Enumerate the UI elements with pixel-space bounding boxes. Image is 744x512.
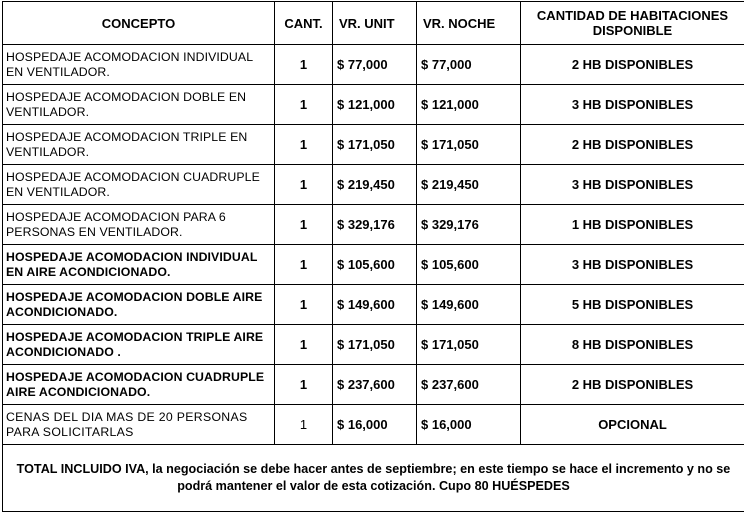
table-row	[3, 45, 744, 85]
cell-cant: 1	[275, 245, 333, 285]
table-row	[3, 205, 744, 245]
table-row	[3, 165, 744, 205]
cell-vr-noche: $ 219,450	[417, 165, 521, 205]
cell-cant: 1	[275, 365, 333, 405]
cell-vr-unit: $ 329,176	[333, 205, 417, 245]
cell-concepto: HOSPEDAJE ACOMODACION PARA 6 PERSONAS EN VENTILADOR.	[3, 205, 275, 245]
cell-disponible: 8 HB DISPONIBLES	[521, 325, 744, 365]
cell-concepto: HOSPEDAJE ACOMODACION DOBLE AIRE ACONDICIONADO.	[3, 285, 275, 325]
table-row	[3, 85, 744, 125]
cell-cant: 1	[275, 85, 333, 125]
cell-disponible: OPCIONAL	[521, 405, 744, 445]
cell-cant: 1	[275, 325, 333, 365]
cell-concepto: HOSPEDAJE ACOMODACION INDIVIDUAL EN VENTILADOR.	[3, 45, 275, 85]
cell-vr-unit: $ 171,050	[333, 125, 417, 165]
cell-concepto: HOSPEDAJE ACOMODACION TRIPLE EN VENTILADOR.	[3, 125, 275, 165]
cell-cant: 1	[275, 165, 333, 205]
cell-vr-unit: $ 105,600	[333, 245, 417, 285]
table-row	[3, 125, 744, 165]
cell-vr-unit: $ 149,600	[333, 285, 417, 325]
header-concepto: CONCEPTO	[3, 2, 275, 45]
cell-concepto: HOSPEDAJE ACOMODACION TRIPLE AIRE ACONDICIONADO .	[3, 325, 275, 365]
quotation-table	[2, 1, 744, 512]
header-vr-unit: VR. UNIT	[333, 2, 417, 45]
cell-vr-noche: $ 237,600	[417, 365, 521, 405]
cell-vr-noche: $ 77,000	[417, 45, 521, 85]
cell-cant: 1	[275, 405, 333, 445]
cell-cant: 1	[275, 205, 333, 245]
cell-vr-unit: $ 121,000	[333, 85, 417, 125]
cell-disponible: 3 HB DISPONIBLES	[521, 165, 744, 205]
cell-concepto: HOSPEDAJE ACOMODACION INDIVIDUAL EN AIRE ACONDICIONADO.	[3, 245, 275, 285]
cell-disponible: 2 HB DISPONIBLES	[521, 365, 744, 405]
cell-disponible: 2 HB DISPONIBLES	[521, 125, 744, 165]
table-row	[3, 285, 744, 325]
cell-disponible: 5 HB DISPONIBLES	[521, 285, 744, 325]
header-vr-noche: VR. NOCHE	[417, 2, 521, 45]
cell-concepto: HOSPEDAJE ACOMODACION CUADRUPLE EN VENTILADOR.	[3, 165, 275, 205]
cell-concepto: CENAS DEL DIA MAS DE 20 PERSONAS PARA SOLICITARLAS	[3, 405, 275, 445]
cell-vr-unit: $ 171,050	[333, 325, 417, 365]
cell-concepto: HOSPEDAJE ACOMODACION CUADRUPLE AIRE ACONDICIONADO.	[3, 365, 275, 405]
header-cant: CANT.	[275, 2, 333, 45]
total-row	[3, 445, 744, 512]
cell-disponible: 3 HB DISPONIBLES	[521, 85, 744, 125]
header-row	[3, 2, 744, 45]
cell-vr-unit: $ 237,600	[333, 365, 417, 405]
cell-disponible: 3 HB DISPONIBLES	[521, 245, 744, 285]
cell-vr-noche: $ 121,000	[417, 85, 521, 125]
cell-vr-noche: $ 329,176	[417, 205, 521, 245]
cell-vr-noche: $ 149,600	[417, 285, 521, 325]
cell-disponible: 1 HB DISPONIBLES	[521, 205, 744, 245]
header-disponible: CANTIDAD DE HABITACIONES DISPONIBLE	[521, 2, 744, 45]
cell-vr-noche: $ 105,600	[417, 245, 521, 285]
cell-vr-unit: $ 16,000	[333, 405, 417, 445]
total-note: TOTAL INCLUIDO IVA, la negociación se debe hacer antes de septiembre; en este tiempo se hace el incremento y no se podrá mantener el valor de esta cotización. Cupo 80 HUÉSPEDES	[3, 445, 744, 512]
cell-cant: 1	[275, 285, 333, 325]
table-row	[3, 325, 744, 365]
table-row	[3, 245, 744, 285]
cell-disponible: 2 HB DISPONIBLES	[521, 45, 744, 85]
cell-cant: 1	[275, 45, 333, 85]
cell-vr-noche: $ 16,000	[417, 405, 521, 445]
cell-concepto: HOSPEDAJE ACOMODACION DOBLE EN VENTILADOR.	[3, 85, 275, 125]
table-row	[3, 405, 744, 445]
cell-cant: 1	[275, 125, 333, 165]
cell-vr-noche: $ 171,050	[417, 125, 521, 165]
cell-vr-noche: $ 171,050	[417, 325, 521, 365]
cell-vr-unit: $ 219,450	[333, 165, 417, 205]
table-row	[3, 365, 744, 405]
cell-vr-unit: $ 77,000	[333, 45, 417, 85]
